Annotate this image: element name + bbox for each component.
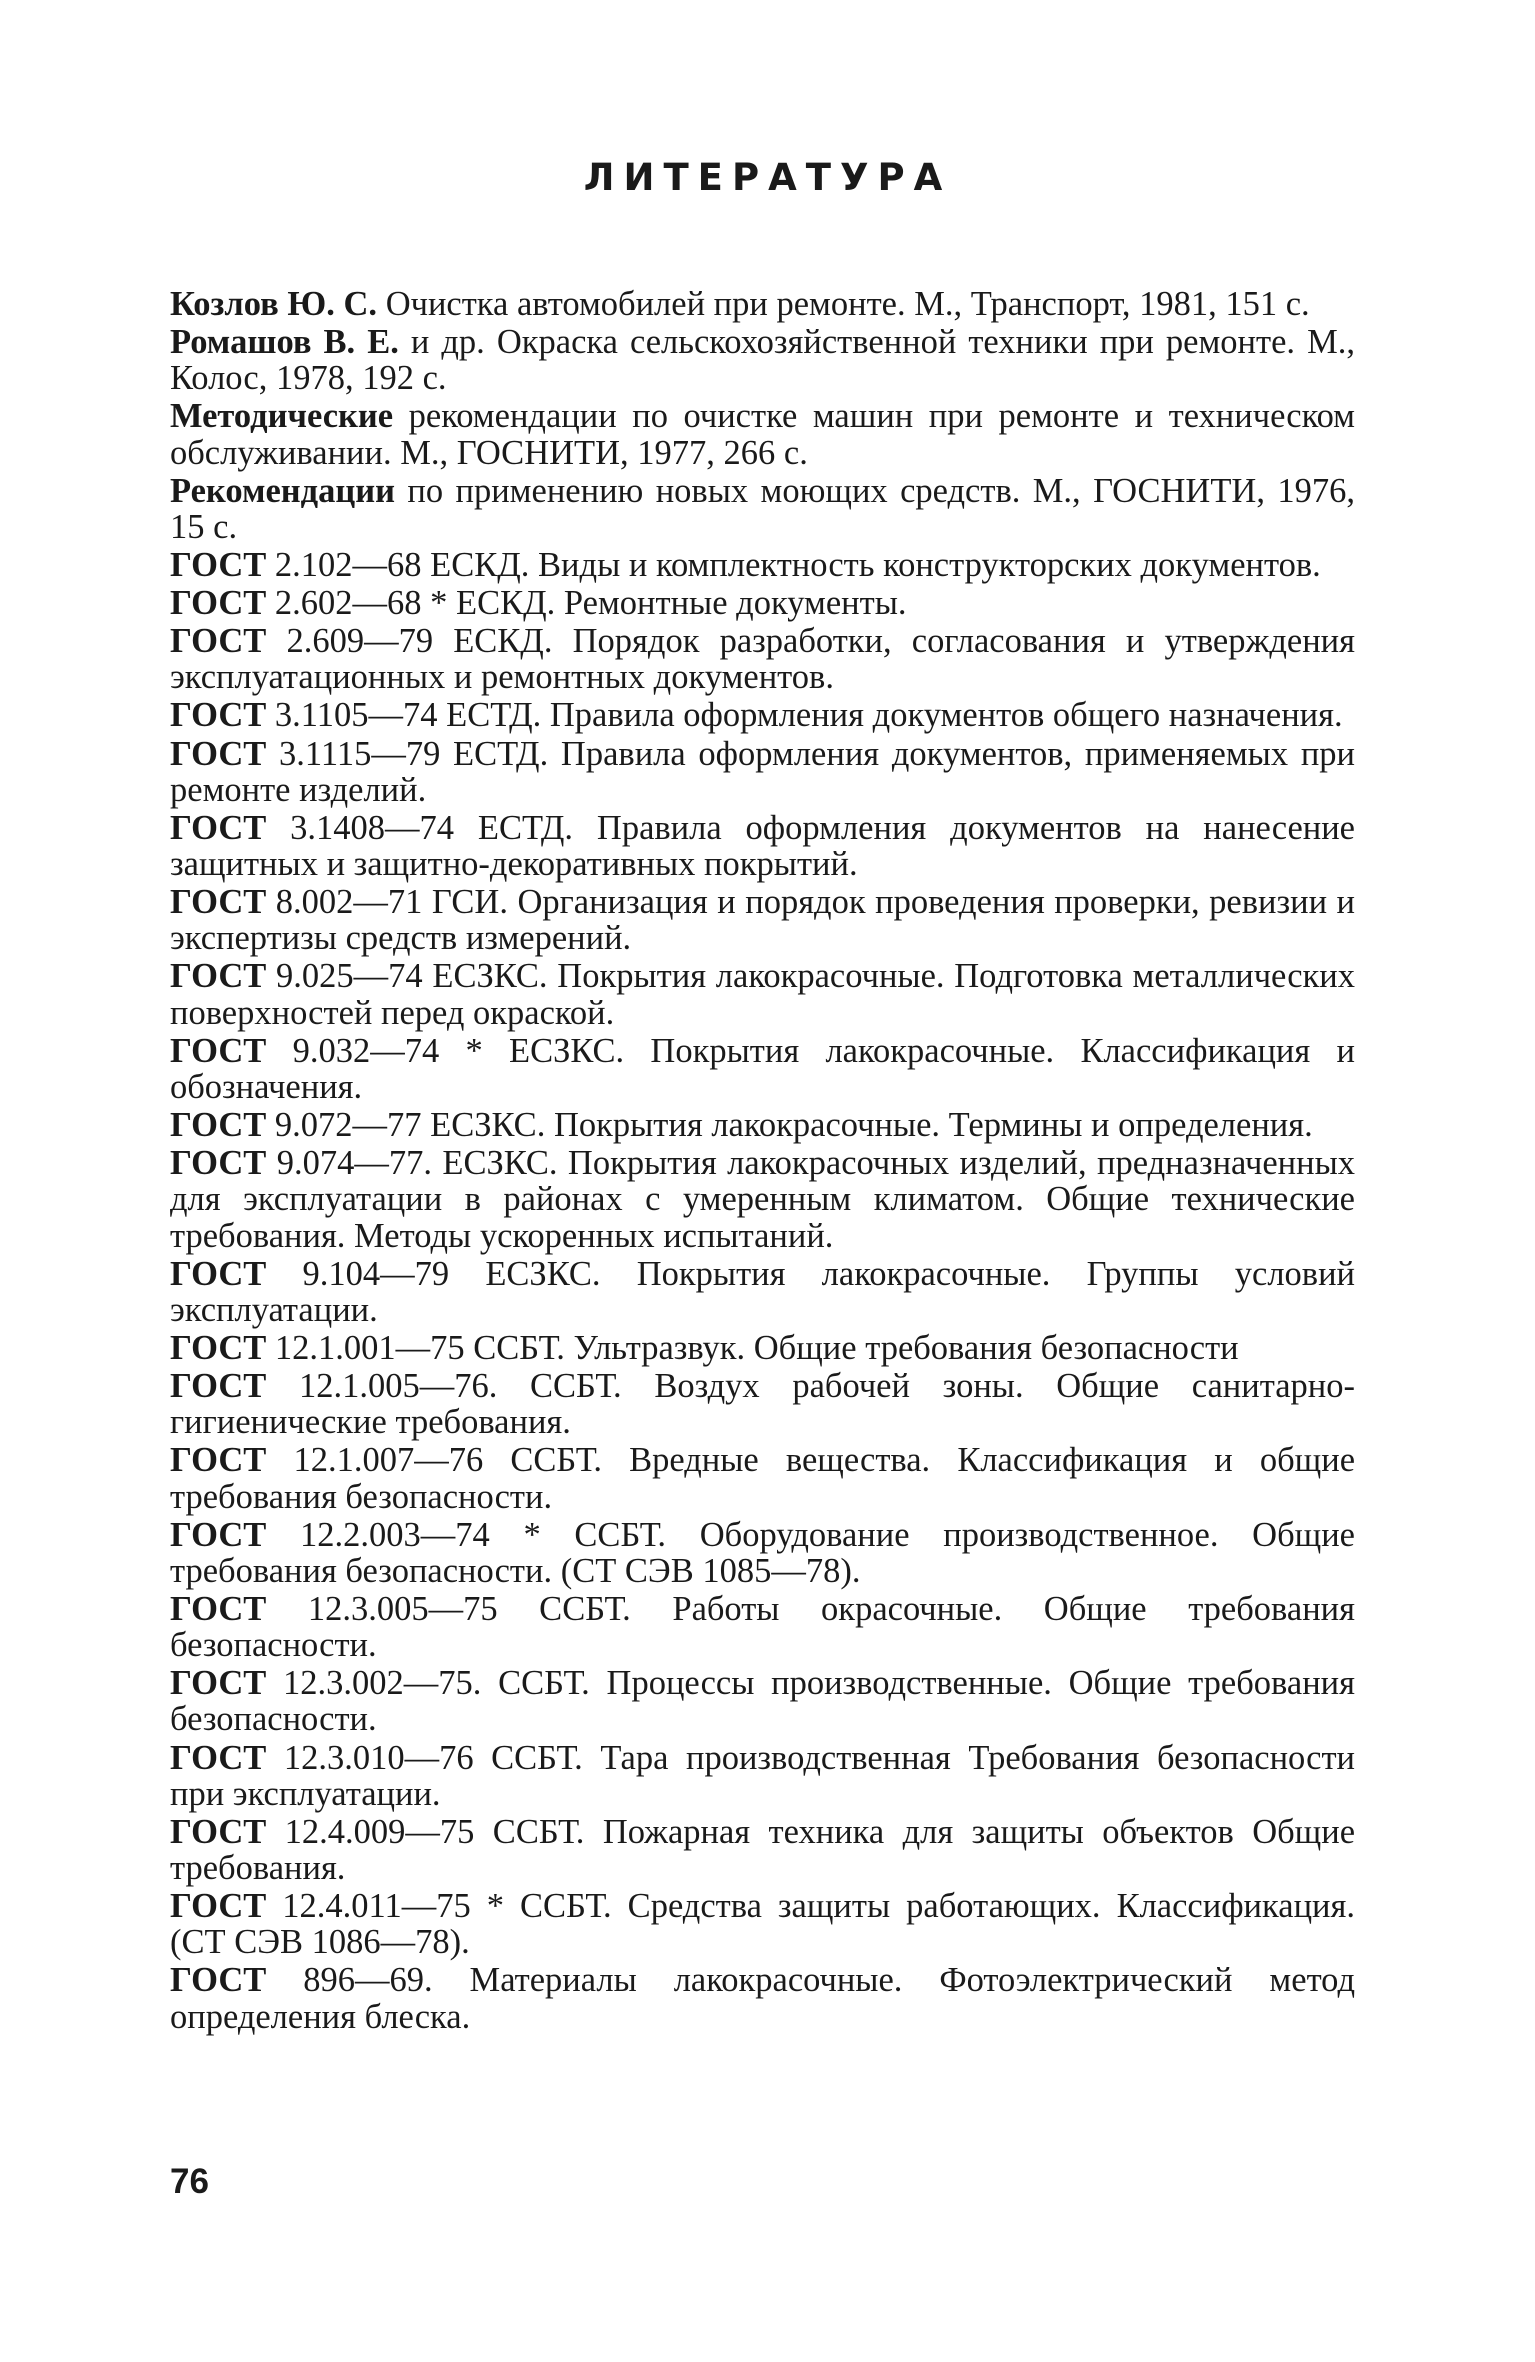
reference-author: ГОСТ [170, 1144, 267, 1183]
reference-author: ГОСТ [170, 1961, 267, 2000]
reference-author: ГОСТ [170, 1328, 267, 1367]
reference-item [170, 324, 1355, 396]
reference-text: 3.1115—79 ЕСТД. Правила оформления документов, применяемых при ремонте изделий. [170, 734, 1356, 809]
reference-author: ГОСТ [170, 957, 267, 996]
reference-item [170, 736, 1355, 808]
reference-item [170, 1517, 1355, 1589]
reference-item [170, 398, 1355, 470]
reference-item [170, 547, 1355, 583]
reference-item [170, 958, 1355, 1030]
reference-item [170, 286, 1355, 322]
reference-item [170, 884, 1355, 956]
reference-item [170, 697, 1355, 733]
reference-list [170, 286, 1355, 2037]
reference-item [170, 1591, 1355, 1663]
reference-author: ГОСТ [170, 545, 267, 584]
reference-item [170, 1033, 1355, 1105]
reference-text: и др. Окраска сельскохозяйственной техники при ремонте. М., Колос, 1978, 192 с. [170, 323, 1355, 398]
reference-item [170, 585, 1355, 621]
reference-text: 12.4.009—75 ССБТ. Пожарная техника для защиты объектов Общие требования. [170, 1812, 1356, 1888]
reference-item [170, 1888, 1355, 1960]
reference-item [170, 1962, 1355, 2034]
reference-text: рекомендации по очистке машин при ремонте и техническом обслуживании. М., ГОСНИТИ, 1977, 266 с. [170, 397, 1355, 472]
reference-text: 12.2.003—74 * ССБТ. Оборудование производственное. Общие требования безопасности. (СТ СЭВ 1085—78). [170, 1515, 1355, 1590]
reference-text: 2.602—68 * ЕСКД. Ремонтные документы. [274, 584, 907, 623]
reference-text: 896—69. Материалы лакокрасочные. Фотоэлектрический метод определения блеска. [170, 1961, 1355, 2036]
reference-item [170, 1442, 1355, 1514]
reference-author: ГОСТ [170, 883, 267, 922]
page-number: 76 [170, 2162, 209, 2201]
reference-item [170, 1665, 1355, 1737]
reference-item [170, 810, 1355, 882]
reference-item [170, 1368, 1355, 1440]
reference-item [170, 1107, 1355, 1143]
reference-author: ГОСТ [170, 1738, 267, 1777]
reference-author: ГОСТ [170, 696, 267, 735]
reference-text: 9.074—77. ЕСЗКС. Покрытия лакокрасочных изделий, предназначенных для эксплуатации в районах с умеренным климатом. Общие технические требования. Методы ускоренных испытаний. [170, 1144, 1356, 1255]
reference-item [170, 1740, 1355, 1812]
reference-author: Козлов Ю. С. [170, 285, 378, 323]
reference-text: 3.1408—74 ЕСТД. Правила оформления документов на нанесение защитных и защитно-декоративных покрытий. [170, 808, 1355, 884]
reference-text: 12.3.005—75 ССБТ. Работы окрасочные. Общие требования безопасности. [170, 1589, 1355, 1665]
reference-author: ГОСТ [170, 808, 267, 847]
reference-item [170, 1145, 1355, 1254]
reference-text: 12.3.010—76 ССБТ. Тара производственная Требования безопасности при эксплуатации. [170, 1738, 1355, 1813]
reference-author: ГОСТ [170, 1664, 267, 1703]
reference-text: 9.025—74 ЕСЗКС. Покрытия лакокрасочные. Подготовка металлических поверхностей перед окраской. [170, 957, 1356, 1032]
reference-text: 12.3.002—75. ССБТ. Процессы производственные. Общие требования безопасности. [170, 1664, 1355, 1739]
reference-text: 2.102—68 ЕСКД. Виды и комплектность конструкторских документов. [274, 545, 1321, 584]
reference-author: ГОСТ [170, 1254, 267, 1293]
reference-author: ГОСТ [170, 1812, 267, 1851]
reference-author: ГОСТ [170, 1515, 267, 1554]
reference-item [170, 623, 1355, 695]
reference-author: ГОСТ [170, 734, 267, 773]
reference-text: 12.1.001—75 ССБТ. Ультразвук. Общие требования безопасности [274, 1328, 1239, 1367]
reference-text: 12.4.011—75 * ССБТ. Средства защиты работающих. Классификация. (СТ СЭВ 1086—78). [170, 1887, 1355, 1962]
reference-text: Очистка автомобилей при ремонте. М., Транспорт, 1981, 151 с. [385, 285, 1310, 323]
reference-text: 3.1105—74 ЕСТД. Правила оформления документов общего назначения. [274, 696, 1343, 735]
reference-item [170, 1814, 1355, 1886]
reference-author: ГОСТ [170, 622, 267, 661]
reference-author: ГОСТ [170, 1106, 267, 1145]
reference-author: ГОСТ [170, 1031, 267, 1070]
page-title: ЛИТЕРАТУРА [583, 156, 952, 199]
reference-author: ГОСТ [170, 1441, 267, 1480]
reference-author: Методические [170, 397, 394, 436]
reference-author: ГОСТ [170, 1367, 267, 1406]
reference-text: 9.072—77 ЕСЗКС. Покрытия лакокрасочные. Термины и определения. [274, 1106, 1313, 1145]
reference-text: 12.1.005—76. ССБТ. Воздух рабочей зоны. Общие санитарно-гигиенические требования. [170, 1367, 1355, 1442]
reference-text: 9.104—79 ЕСЗКС. Покрытия лакокрасочные. Группы условий эксплуатации. [170, 1254, 1355, 1329]
reference-text: по применению новых моющих средств. М., ГОСНИТИ, 1976, 15 с. [170, 471, 1355, 546]
reference-text: 2.609—79 ЕСКД. Порядок разработки, согласования и утверждения эксплуатационных и ремонтных документов. [170, 622, 1355, 697]
reference-item [170, 1330, 1355, 1366]
reference-item [170, 473, 1355, 545]
reference-author: Рекомендации [170, 471, 395, 510]
reference-text: 8.002—71 ГСИ. Организация и порядок проведения проверки, ревизии и экспертизы средств измерений. [170, 883, 1356, 958]
reference-author: Ромашов В. Е. [170, 323, 399, 362]
reference-author: ГОСТ [170, 1887, 267, 1926]
reference-author: ГОСТ [170, 1589, 267, 1628]
reference-item [170, 1256, 1355, 1328]
reference-text: 12.1.007—76 ССБТ. Вредные вещества. Классификация и общие требования безопасности. [170, 1441, 1356, 1516]
reference-text: 9.032—74 * ЕСЗКС. Покрытия лакокрасочные. Классификация и обозначения. [170, 1031, 1355, 1106]
reference-author: ГОСТ [170, 584, 267, 623]
